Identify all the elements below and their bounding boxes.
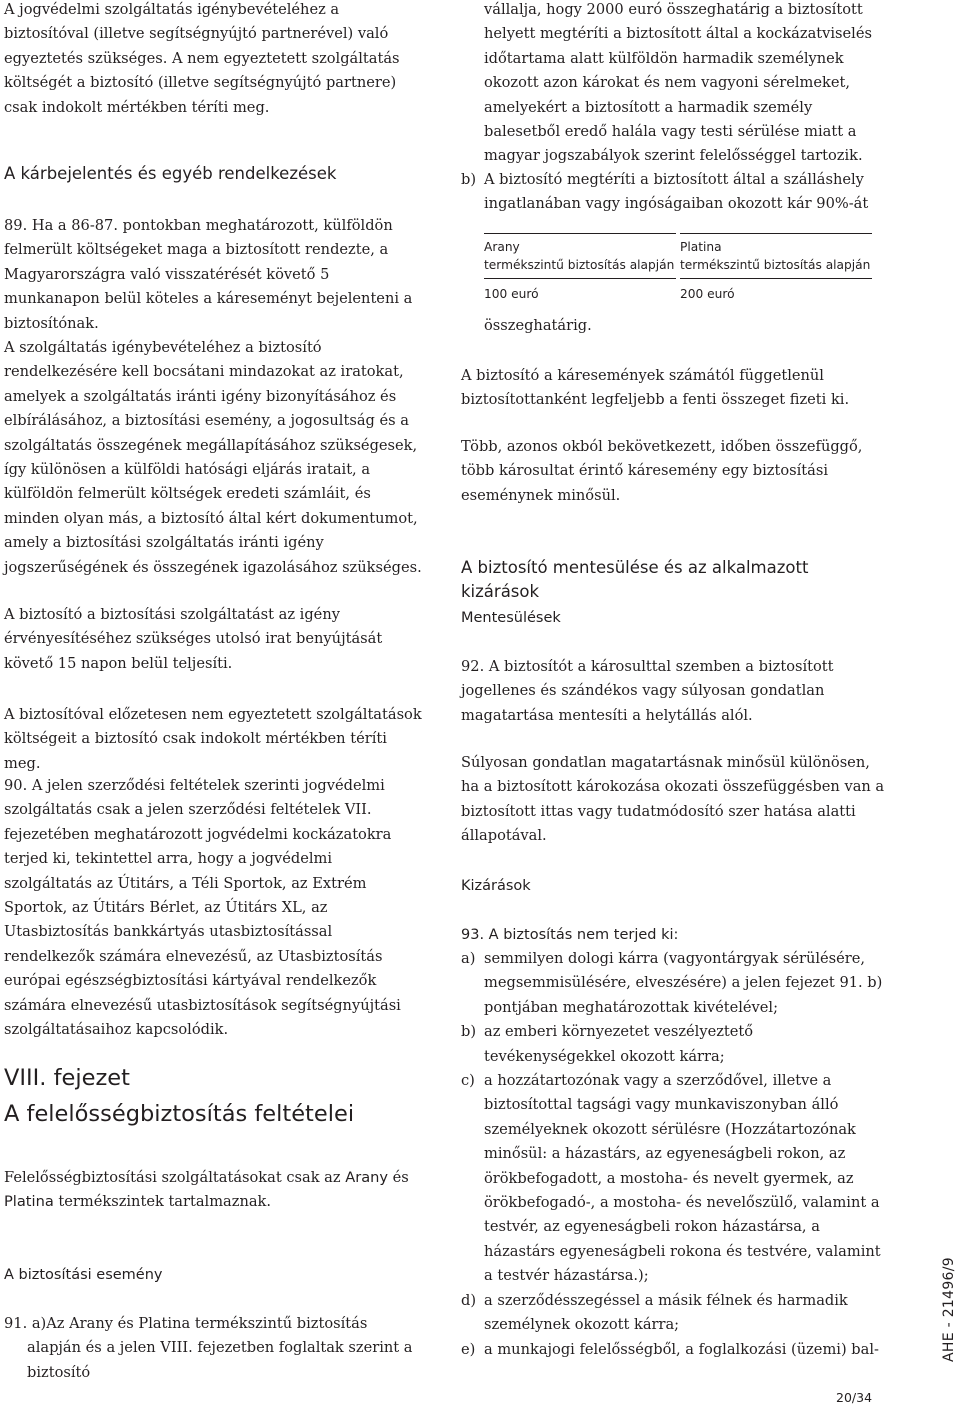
paragraph-osszeghatarig: összeghatárig. bbox=[484, 317, 592, 334]
list-marker: c) bbox=[461, 1072, 475, 1090]
felelosseg-text-3: termékszintek tartalmaznak. bbox=[53, 1193, 272, 1211]
subheading-esemeny: A biztosítási esemény bbox=[4, 1267, 163, 1283]
felelosseg-arany: Arany bbox=[345, 1169, 389, 1186]
felelosseg-text-2: és bbox=[388, 1169, 409, 1186]
table-header bbox=[484, 233, 676, 279]
paragraph-90: 90. A jelen szerződési feltételek szerinti jogvédelmi szolgáltatás csak a jelen szerződési feltételek VII. fejezetében meghatározott jogvédelmi kockázatokra terjed ki, tekintettel arra, hogy a jogvédelmi szolgáltatás az Útitárs, a Téli Sportok, az Extrém Sportok, az Útitárs Bérlet, az Útitárs XL, az Utasbiztosítás bankkártyás utasbiztosítással rendelkezők számára elnevezésű, az Utasbiztosítás európai egészségbiztosítási kártyával rendelkezők számára elnevezésű utasbiztosítások segítségnyújtási szolgáltatásaihoz kapcsolódik. bbox=[4, 777, 401, 1039]
exclusions-list bbox=[461, 947, 886, 1362]
table-header-desc: termékszintű biztosítás alapján bbox=[484, 258, 675, 272]
section-heading-mentesules: A biztosító mentesülése és az alkalmazott kizárások bbox=[461, 558, 809, 601]
paragraph-iratok: A szolgáltatás igénybevételéhez a biztosító rendelkezésére kell bocsátani mindazokat az iratokat, amelyek a szolgáltatás iránti igény bizonyításához és elbírálásához, a biztosítási esemény, a jogosultság és a szolgáltatás összegének megállapításához szükségesek, így különösen a külföldi hatósági eljárás iratait, a külföldön felmerült költségek eredeti számláit, és minden olyan más, a biztosító által kért dokumentumot, amely a biztosítási szolgáltatás iránti igény jogszerűségének és összegének igazolásához szükséges. bbox=[4, 339, 422, 576]
section-heading-karbejelentes: A kárbejelentés és egyéb rendelkezések bbox=[4, 164, 337, 183]
paragraph-sulyosan: Súlyosan gondatlan magatartásnak minősül különösen, ha a biztosított károkozása okozati összefüggésben van a biztosított ittas vagy tudatmódosító szer hatása alatti állapotával. bbox=[461, 754, 885, 845]
list-text: a hozzátartozónak vagy a szerződővel, illetve a biztosítottal tagsági vagy munkaviszonyban álló személyeknek okozott sérülésre (Hozzátartozónak minősül: a házastárs, az egyeneságbeli rokon, az örökbefogadott, a mostoha- és nevelt gyermek, az örökbefogadó-, a mostoha- és nevelőszülő, valamint a testvér, az egyeneságbeli rokon házastársa, a házastárs egyeneságbeli rokona és testvére, valamint a testvér házastársa.); bbox=[484, 1072, 881, 1285]
chapter-number: VIII. fejezet bbox=[4, 1065, 130, 1091]
table-header-desc: termékszintű biztosítás alapján bbox=[680, 258, 871, 272]
list-item bbox=[461, 1338, 886, 1362]
list-item-91b bbox=[461, 168, 886, 217]
list-text: a szerződésszegéssel a másik félnek és harmadik személynek okozott kárra; bbox=[484, 1291, 848, 1334]
paragraph-egyeztetett: A biztosítóval előzetesen nem egyeztetett szolgáltatások költségeit a biztosító csak indokolt mértékben téríti meg. bbox=[4, 706, 422, 772]
paragraph-felelosseg bbox=[4, 1166, 424, 1215]
list-text: az emberi környezetet veszélyeztető tevékenységekkel okozott kárra; bbox=[484, 1023, 754, 1065]
list-item bbox=[461, 1020, 886, 1069]
list-marker: d) bbox=[461, 1291, 477, 1309]
paragraph-89: 89. Ha a 86-87. pontokban meghatározott, külföldön felmerült költségeket maga a biztosított rendezte, a Magyarországra való visszatérését követő 5 munkanapon belül köteles a káreseményt bejelenteni a biztosítónak. bbox=[4, 217, 413, 332]
subheading-93: 93. A biztosítás nem terjed ki: bbox=[461, 927, 679, 943]
paragraph-92: 92. A biztosítót a károsulttal szemben a biztosított jogellenes és szándékos vagy súlyosan gondatlan magatartása mentesíti a helytállás alól. bbox=[461, 658, 834, 724]
list-item bbox=[461, 1289, 886, 1338]
list-item bbox=[461, 947, 886, 1020]
document-code: AHE - 21496/9 bbox=[941, 1257, 957, 1362]
chapter-title: A felelősségbiztosítás feltételei bbox=[4, 1101, 355, 1127]
paragraph-91-continued: vállalja, hogy 2000 euró összeghatárig a biztosított helyett megtéríti a biztosított által a kockázatviselés időtartama alatt külföldön harmadik személynek okozott azon károkat és nem vagyoni sérelmeket, amelyekért a biztosított a harmadik személy balesetből eredő halála vagy testi sérülése miatt a magyar jogszabályok szerint felelősséggel tartozik. bbox=[484, 1, 872, 165]
paragraph-teljesit: A biztosító a biztosítási szolgáltatást az igény érvényesítéséhez szükséges utolsó irat benyújtását követő 15 napon belül teljesíti. bbox=[4, 606, 383, 672]
list-marker: e) bbox=[461, 1340, 476, 1358]
paragraph-tobb: Több, azonos okból bekövetkezett, időben összefüggő, több károsultat érintő káresemény egy biztosítási eseménynek minősül. bbox=[461, 438, 863, 504]
paragraph-fuggetlen: A biztosító a káresemények számától függetlenül biztosítottanként legfeljebb a fenti összeget fizeti ki. bbox=[461, 367, 850, 409]
table-header-tier: Arany bbox=[484, 240, 520, 254]
page-number: 20/34 bbox=[836, 1390, 873, 1405]
list-marker: b) bbox=[461, 1023, 477, 1041]
intro-paragraph: A jogvédelmi szolgáltatás igénybevételéhez a biztosítóval (illetve segítségnyújtó partnerével) való egyeztetés szükséges. A nem egyeztetett szolgáltatás költségét a biztosító (illetve segítségnyújtó partnere) csak indokolt mértékben téríti meg. bbox=[4, 1, 400, 116]
felelosseg-text-1: Felelősségbiztosítási szolgáltatásokat csak az bbox=[4, 1169, 346, 1186]
table-cell-value: 100 euró bbox=[484, 287, 539, 301]
list-item bbox=[461, 1069, 886, 1289]
table-column-arany bbox=[484, 233, 676, 303]
table-header-tier: Platina bbox=[680, 240, 722, 254]
side-document-code bbox=[930, 1255, 960, 1365]
list-marker: a) bbox=[461, 950, 476, 967]
list-marker: b) bbox=[461, 171, 477, 188]
list-text: a munkajogi felelősségből, a foglalkozási (üzemi) bal- bbox=[484, 1340, 879, 1358]
paragraph-91: 91. a)Az Arany és Platina termékszintű biztosítás alapján és a jelen VIII. fejezetben foglaltak szerint a biztosító bbox=[4, 1315, 413, 1381]
list-text: semmilyen dologi kárra (vagyontárgyak sérülésére, megsemmisülésére, elveszésére) a jelen fejezet 91. b) pontjában meghatározottak kivételével; bbox=[484, 950, 883, 1016]
table-column-platina bbox=[680, 233, 872, 303]
felelosseg-platina: Platina bbox=[4, 1193, 54, 1211]
limits-table bbox=[484, 233, 876, 303]
list-text: A biztosító megtéríti a biztosított által a szálláshely ingatlanában vagy ingóságaiban okozott kár 90%-át bbox=[484, 171, 869, 213]
table-header bbox=[680, 233, 872, 279]
table-cell-value: 200 euró bbox=[680, 287, 735, 301]
subheading-mentesulesek: Mentesülések bbox=[461, 610, 561, 626]
subheading-kizarasok: Kizárások bbox=[461, 878, 531, 894]
